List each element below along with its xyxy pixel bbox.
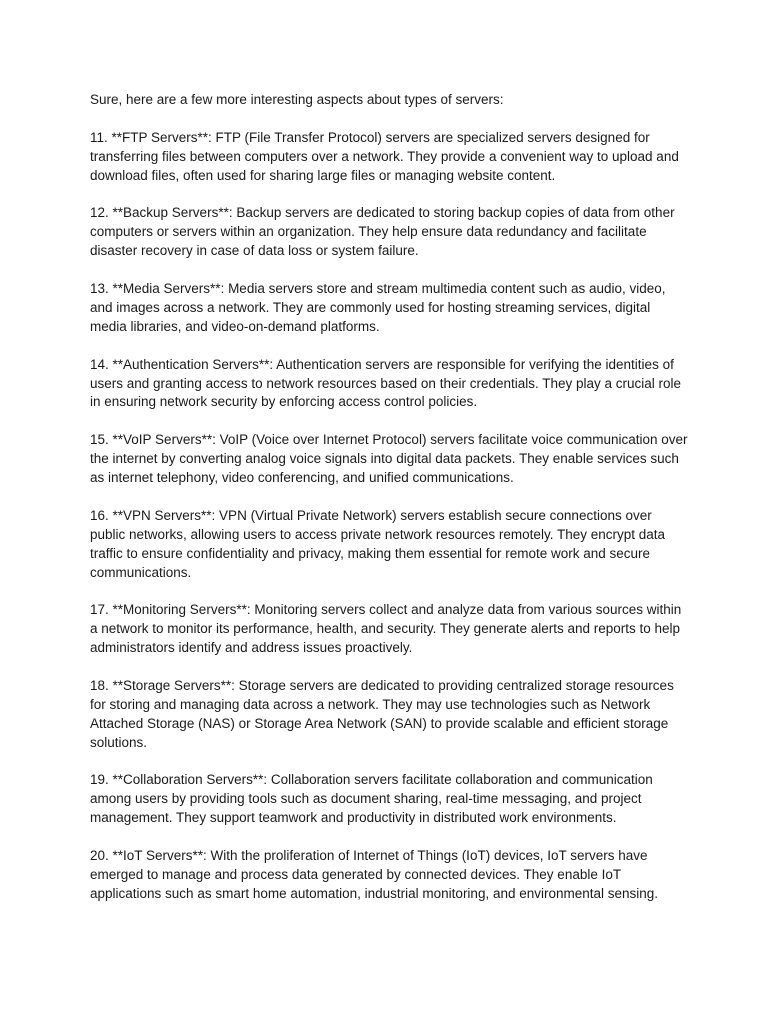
list-item-collaboration-servers: 19. **Collaboration Servers**: Collaboration servers facilitate collaboration and communication among users by providing tools such as document sharing, real-time messaging, and project management. They support teamwork and productivity in distributed work environments. [90, 772, 653, 826]
list-item-voip-servers: 15. **VoIP Servers**: VoIP (Voice over Internet Protocol) servers facilitate voice communication over the internet by converting analog voice signals into digital data packets. They enable services such as internet telephony, video conferencing, and unified communications. [90, 432, 688, 486]
list-item-monitoring-servers: 17. **Monitoring Servers**: Monitoring servers collect and analyze data from various sources within a network to monitor its performance, health, and security. They generate alerts and reports to help administrators identify and address issues proactively. [90, 602, 682, 656]
list-item-iot-servers: 20. **IoT Servers**: With the proliferation of Internet of Things (IoT) devices, IoT servers have emerged to manage and process data generated by connected devices. They enable IoT applications such as smart home automation, industrial monitoring, and environmental sensing. [90, 848, 659, 901]
document-body [90, 91, 690, 904]
list-item-backup-servers: 12. **Backup Servers**: Backup servers are dedicated to storing backup copies of data from other computers or servers within an organization. They help ensure data redundancy and facilitate disaster recovery in case of data loss or system failure. [90, 205, 675, 259]
intro-paragraph: Sure, here are a few more interesting aspects about types of servers: [90, 92, 504, 107]
list-item-authentication-servers: 14. **Authentication Servers**: Authentication servers are responsible for verifying the identities of users and granting access to network resources based on their credentials. They play a crucial role in ensuring network security by enforcing access control policies. [90, 356, 682, 410]
list-item-media-servers: 13. **Media Servers**: Media servers store and stream multimedia content such as audio, video, and images across a network. They are commonly used for hosting streaming services, digital media libraries, and video-on-demand platforms. [90, 281, 666, 334]
list-item-storage-servers: 18. **Storage Servers**: Storage servers are dedicated to providing centralized storage resources for storing and managing data across a network. They may use technologies such as Network Attached Storage (NAS) or Storage Area Network (SAN) to provide scalable and efficient storage solutions. [90, 677, 674, 750]
list-item-vpn-servers: 16. **VPN Servers**: VPN (Virtual Private Network) servers establish secure connections over public networks, allowing users to access private network resources remotely. They encrypt data traffic to ensure confidentiality and privacy, making them essential for remote work and secure communications. [90, 507, 666, 580]
list-item-ftp-servers: 11. **FTP Servers**: FTP (File Transfer Protocol) servers are specialized servers designed for transferring files between computers over a network. They provide a convenient way to upload and download files, often used for sharing large files or managing website content. [90, 129, 679, 183]
